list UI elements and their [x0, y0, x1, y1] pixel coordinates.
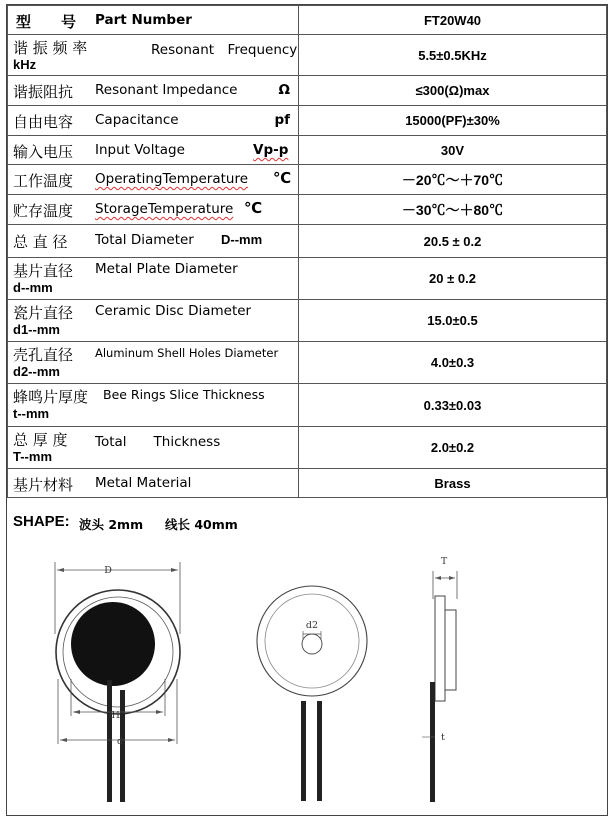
table-row — [8, 384, 607, 427]
row-value: 15000(PF)±30% — [299, 106, 607, 136]
row-value: 4.0±0.3 — [299, 342, 607, 384]
row-cn-label: 蜂鸣片厚度 — [13, 388, 89, 406]
row-label-cell — [8, 225, 299, 258]
row-label-cell — [8, 35, 299, 76]
row-label-cell — [8, 76, 299, 106]
row-cn-label: 基片材料 — [13, 476, 74, 494]
dim-t-label: t — [441, 732, 445, 743]
row-label-cell — [8, 300, 299, 342]
table-row — [8, 6, 607, 35]
row-value: 0.33±0.03 — [299, 384, 607, 427]
row-label-cell — [8, 342, 299, 384]
row-unit: Vp-p — [253, 142, 289, 158]
table-row — [8, 106, 607, 136]
row-en-label: Bee Rings Slice Thickness — [103, 387, 265, 402]
row-en-label: Resonant Frequency — [151, 42, 298, 58]
row-label-cell — [8, 195, 299, 225]
spec-table — [7, 5, 607, 498]
row-unit: pf — [274, 112, 290, 128]
row-en-label: Metal Plate Diameter — [95, 261, 238, 277]
row-en-label: Total Thickness — [95, 434, 221, 450]
row-unit-label: d2--mm — [13, 364, 60, 379]
row-unit-label: kHz — [13, 57, 37, 72]
row-en-label: Input Voltage — [95, 142, 185, 158]
row-value: 30V — [299, 136, 607, 165]
row-label-cell — [8, 165, 299, 195]
row-cn-label: 型 号 — [16, 13, 77, 31]
spec-sheet — [6, 4, 608, 816]
row-cn-label: 自由电容 — [13, 113, 74, 131]
row-value: 20.5 ± 0.2 — [299, 225, 607, 258]
row-en-label: Part Number — [95, 12, 192, 28]
table-row — [8, 225, 607, 258]
row-en-label: Aluminum Shell Holes Diameter — [95, 346, 279, 360]
dim-d1-label: d1 — [108, 710, 122, 721]
dim-D-label: D — [104, 565, 112, 576]
row-en-label: Total Diameter — [95, 232, 194, 248]
table-row — [8, 258, 607, 300]
row-en-label: Resonant Impedance — [95, 82, 238, 98]
row-cn-label: 基片直径 — [13, 262, 74, 280]
row-label-cell — [8, 469, 299, 498]
row-value: 2.0±0.2 — [299, 427, 607, 469]
row-label-cell — [8, 106, 299, 136]
row-value: FT20W40 — [299, 6, 607, 35]
shape-drawing — [7, 504, 607, 816]
row-en-label: Capacitance — [95, 112, 179, 128]
wave-length-text: 波头 2mm — [79, 517, 144, 532]
row-unit: ℃ — [244, 199, 263, 217]
table-row — [8, 165, 607, 195]
dim-T-label: T — [440, 556, 448, 567]
shape-section — [7, 504, 607, 816]
row-cn-label: 工作温度 — [13, 172, 74, 190]
row-value: Brass — [299, 469, 607, 498]
row-unit-label: d--mm — [13, 280, 53, 295]
row-en-label: OperatingTemperature — [95, 171, 249, 187]
row-cn-label: 贮存温度 — [13, 202, 74, 220]
table-row — [8, 136, 607, 165]
row-label-cell — [8, 258, 299, 300]
table-row — [8, 342, 607, 384]
row-cn-label: 谐 振 频 率 — [13, 39, 88, 57]
row-value: －20℃～＋70℃ — [299, 165, 607, 195]
row-unit-label: t--mm — [13, 406, 50, 421]
table-row — [8, 35, 607, 76]
table-row — [8, 300, 607, 342]
row-en-label: Ceramic Disc Diameter — [95, 303, 252, 319]
table-row — [8, 469, 607, 498]
dim-d2-label: d2 — [305, 620, 319, 631]
row-value: 15.0±0.5 — [299, 300, 607, 342]
row-label-cell — [8, 384, 299, 427]
table-row — [8, 76, 607, 106]
row-cn-label: 壳孔直径 — [13, 346, 74, 364]
row-unit: Ω — [278, 82, 290, 98]
row-label-cell — [8, 6, 299, 35]
back-view — [257, 586, 367, 801]
row-unit: D--mm — [221, 232, 263, 247]
row-value: 5.5±0.5KHz — [299, 35, 607, 76]
row-cn-label: 总 直 径 — [13, 233, 68, 251]
shape-label: SHAPE: — [13, 513, 70, 530]
table-row — [8, 427, 607, 469]
row-label-cell — [8, 427, 299, 469]
row-value: ≤300(Ω)max — [299, 76, 607, 106]
row-unit: ℃ — [273, 169, 292, 187]
row-unit-label: d1--mm — [13, 322, 60, 337]
table-row — [8, 195, 607, 225]
row-en-label: Metal Material — [95, 475, 192, 491]
row-value: 20 ± 0.2 — [299, 258, 607, 300]
row-value: －30℃～＋80℃ — [299, 195, 607, 225]
row-cn-label: 总 厚 度 — [13, 431, 68, 449]
side-view — [422, 556, 457, 802]
row-en-label: StorageTemperature — [95, 201, 234, 217]
row-unit-label: T--mm — [13, 449, 52, 464]
row-cn-label: 输入电压 — [13, 143, 74, 161]
front-view — [55, 562, 180, 802]
row-cn-label: 谐振阻抗 — [13, 83, 74, 101]
row-label-cell — [8, 136, 299, 165]
dim-d-label: d — [116, 736, 124, 747]
row-cn-label: 瓷片直径 — [13, 304, 74, 322]
wire-length-text: 线长 40mm — [165, 517, 238, 532]
